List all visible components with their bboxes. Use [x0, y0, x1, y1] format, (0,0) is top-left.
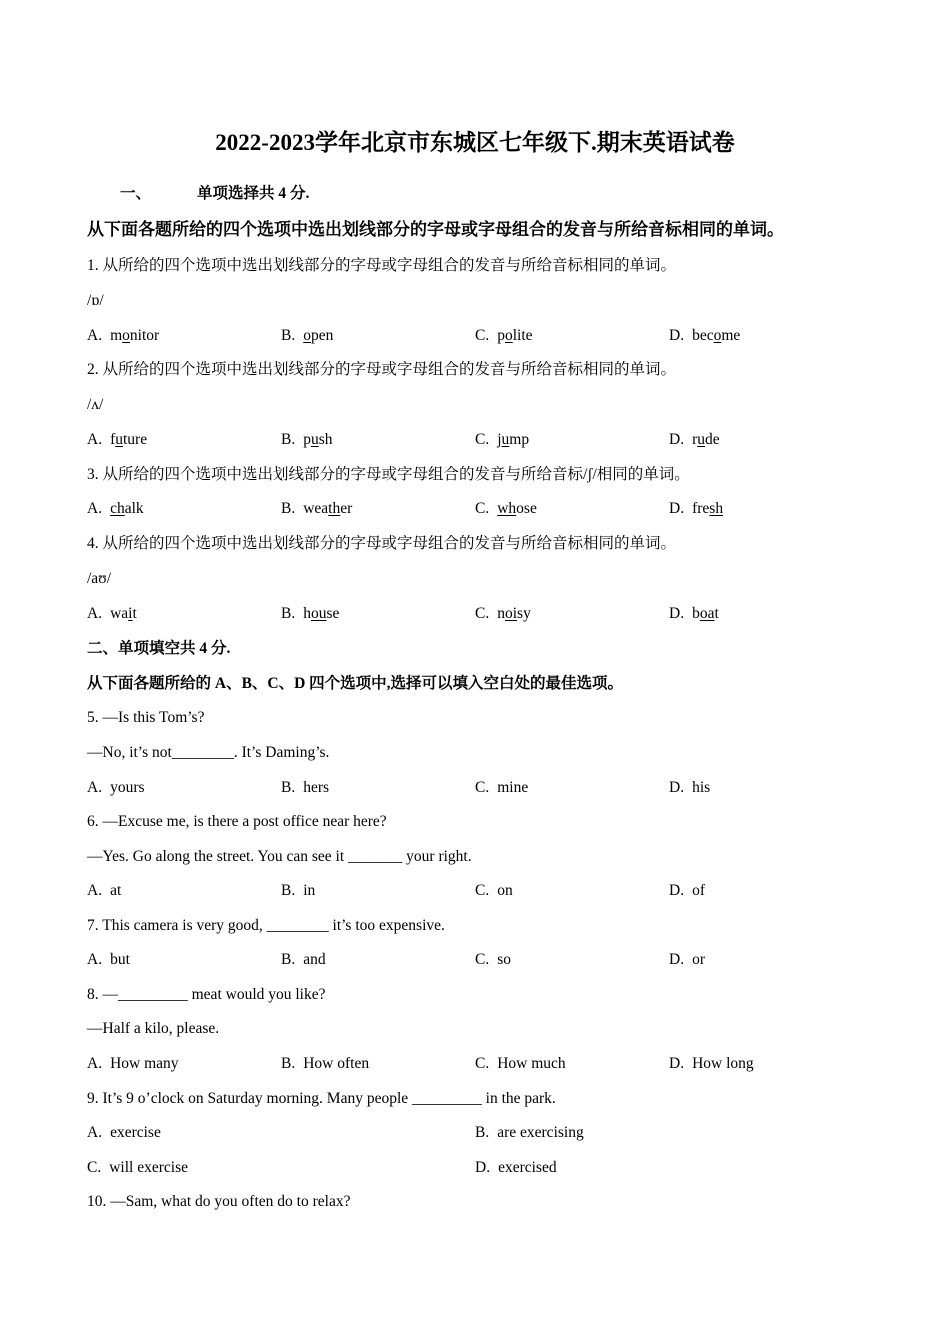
q3-option-a[interactable]: A. chalk [87, 500, 144, 517]
q7-option-b[interactable]: B. and [281, 951, 326, 968]
q2-option-c[interactable]: C. jump [475, 431, 530, 448]
section-1-number: 一、 [120, 185, 152, 202]
q9-option-b[interactable]: B. are exercising [475, 1124, 584, 1141]
q7-line-1: 7. This camera is very good, ________ it’s too expensive. [87, 917, 445, 934]
section-1-instruction: 从下面各题所给的四个选项中选出划线部分的字母或字母组合的发音与所给音标相同的单词。 [87, 220, 784, 239]
q4-option-b[interactable]: B. house [281, 605, 340, 622]
q6-option-a[interactable]: A. at [87, 882, 122, 899]
q10-line-1: 10. —Sam, what do you often do to relax? [87, 1193, 351, 1210]
q8-option-d[interactable]: D. How long [669, 1055, 754, 1072]
page-title: 2022-2023学年北京市东城区七年级下.期末英语试卷 [215, 130, 735, 155]
q6-option-b[interactable]: B. in [281, 882, 316, 899]
q1-phonetic: /ɒ/ [87, 292, 104, 309]
q4-option-a[interactable]: A. wait [87, 605, 137, 622]
q2-phonetic: /ʌ/ [87, 396, 104, 413]
q1-option-a[interactable]: A. monitor [87, 327, 160, 344]
q9-option-c[interactable]: C. will exercise [87, 1159, 188, 1176]
q2-stem: 2. 从所给的四个选项中选出划线部分的字母或字母组合的发音与所给音标相同的单词。 [87, 361, 677, 378]
q1-option-d[interactable]: D. become [669, 327, 741, 344]
q4-option-d[interactable]: D. boat [669, 605, 719, 622]
q5-option-c[interactable]: C. mine [475, 779, 529, 796]
q4-option-c[interactable]: C. noisy [475, 605, 531, 622]
q1-option-b[interactable]: B. open [281, 327, 334, 344]
section-2-heading: 二、单项填空共 4 分. [87, 640, 231, 657]
q9-option-d[interactable]: D. exercised [475, 1159, 557, 1176]
q8-line-1: 8. —_________ meat would you like? [87, 986, 326, 1003]
q2-option-b[interactable]: B. push [281, 431, 333, 448]
q4-phonetic: /aʊ/ [87, 570, 111, 587]
q8-option-a[interactable]: A. How many [87, 1055, 179, 1072]
q6-option-d[interactable]: D. of [669, 882, 705, 899]
q8-line-2: —Half a kilo, please. [87, 1020, 220, 1037]
q9-option-a[interactable]: A. exercise [87, 1124, 161, 1141]
section-2-instruction: 从下面各题所给的 A、B、C、D 四个选项中,选择可以填入空白处的最佳选项。 [87, 675, 624, 692]
q7-option-d[interactable]: D. or [669, 951, 705, 968]
q6-line-1: 6. —Excuse me, is there a post office near here? [87, 813, 387, 830]
q2-option-d[interactable]: D. rude [669, 431, 720, 448]
section-1-heading [120, 184, 309, 204]
q7-option-a[interactable]: A. but [87, 951, 130, 968]
q6-line-2: —Yes. Go along the street. You can see it _______ your right. [87, 848, 472, 865]
q1-option-c[interactable]: C. polite [475, 327, 533, 344]
q4-stem: 4. 从所给的四个选项中选出划线部分的字母或字母组合的发音与所给音标相同的单词。 [87, 535, 677, 552]
q8-option-b[interactable]: B. How often [281, 1055, 370, 1072]
q5-line-1: 5. —Is this Tom’s? [87, 709, 205, 726]
q3-option-c[interactable]: C. whose [475, 500, 537, 517]
q7-option-c[interactable]: C. so [475, 951, 512, 968]
q8-option-c[interactable]: C. How much [475, 1055, 566, 1072]
q5-option-b[interactable]: B. hers [281, 779, 330, 796]
q3-stem: 3. 从所给的四个选项中选出划线部分的字母或字母组合的发音与所给音标/ʃ/相同的单词。 [87, 466, 690, 483]
section-1-title: 单项选择共 4 分. [197, 185, 310, 202]
q5-option-d[interactable]: D. his [669, 779, 711, 796]
q3-option-d[interactable]: D. fresh [669, 500, 724, 517]
q2-option-a[interactable]: A. future [87, 431, 148, 448]
q1-stem: 1. 从所给的四个选项中选出划线部分的字母或字母组合的发音与所给音标相同的单词。 [87, 257, 677, 274]
q5-line-2: —No, it’s not________. It’s Daming’s. [87, 744, 330, 761]
q6-option-c[interactable]: C. on [475, 882, 513, 899]
q9-line-1: 9. It’s 9 o’clock on Saturday morning. Many people _________ in the park. [87, 1090, 556, 1107]
q3-option-b[interactable]: B. weather [281, 500, 353, 517]
q5-option-a[interactable]: A. yours [87, 779, 145, 796]
